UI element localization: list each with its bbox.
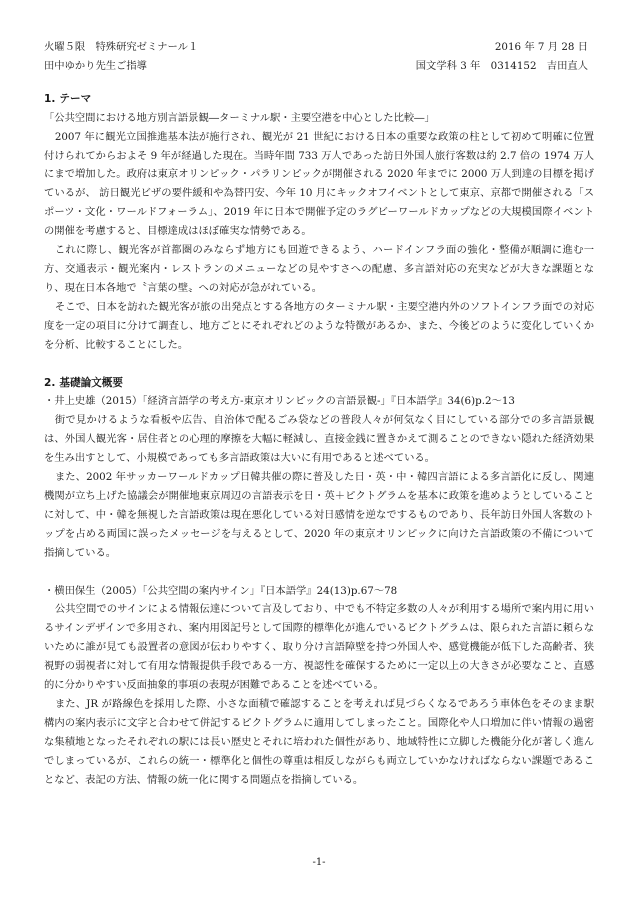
date: 2016 年 7 月 28 日 bbox=[494, 41, 588, 53]
section-1-paragraph-1: 2007 年に観光立国推進基本法が施行され、観光が 21 世紀における日本の重要な政策の柱として初めて明確に位置付けられてからおよそ 9 年が経過した現在。当時年間 733 万人であった訪日外国人旅行客数は約 2.7 倍の 1974 万人にまで増加した。政府は東京オリンピック・パラリンピックが開催される 2020 年までに 2000 万人到達の目標を掲げているが、 訪日観光ビザの要件緩和や為替円安、今年 10 月にキックオフイベントとして東京、京都で開催される「スポーツ・文化・ワールドフォーラム」、2019 年に日本で開催予定のラグビーワールドカップなどの大規模国際イベントの開催を考慮すると、目標達成はほぼ確実な情勢である。 bbox=[44, 130, 594, 238]
section-2-title: 基礎論文概要 bbox=[59, 376, 123, 389]
header-line-1 bbox=[44, 38, 594, 57]
course-info: 火曜５限 特殊研究ゼミナール１ bbox=[44, 41, 199, 53]
theme-title: 「公共空間における地方別言語景観―ターミナル駅・主要空港を中心とした比較―」 bbox=[44, 111, 435, 124]
section-1-paragraph-2: これに際し、観光客が首都圏のみならず地方にも回遊できるよう、ハードインフラ面の強化・整備が順調に進む一方、交通表示・観光案内・レストランのメニューなどの見やすさへの配慮、多言語対応の充実などが大きな課題となり、現在日本各地で〝言葉の壁〟への対応が急がれている。 bbox=[44, 244, 594, 294]
section-1-number: 1. bbox=[44, 92, 56, 105]
page-number: -1- bbox=[312, 857, 326, 868]
reference-1-paragraph-1: 街で見かけるような看板や広告、自治体で配るごみ袋などの普段人々が何気なく目にしている部分での多言語景観は、外国人観光客・居住者との心理的摩擦を大幅に軽減し、直接金銭に置きかえて測ることのできない隠れた経済効果を生み出すとして、小規模であっても多言語政策は大いに有用であると述べている。 bbox=[44, 414, 594, 465]
reference-2-paragraph-2: また、JR が路線色を採用した際、小さな面積で確認することを考えれば見づらくなるであろう車体色をそのまま駅構内の案内表示に文字と合わせて併記するピクトグラムに適用してしまったこと。国際化や人口増加に伴い情報の過密な集積地となったそれぞれの駅には長い歴史とそれに培われた個性があり、地域特性に立脚した機能分化が著しく進んでしまっているが、これらの統一・標準化と個性の尊重は相反しながらも両立していかなければならない課題であることなど、表記の方法、情報の統一化に関する問題点を指摘している。 bbox=[44, 698, 594, 786]
instructor: 田中ゆかり先生ご指導 bbox=[44, 59, 147, 72]
section-1-heading bbox=[44, 90, 594, 109]
header-line-2 bbox=[44, 57, 594, 76]
section-2-number: 2. bbox=[44, 376, 56, 389]
reference-1-paragraph-2: また、2002 年サッカーワールドカップ日韓共催の際に普及した日・英・中・韓四言語による多言語化に反し、関連機関が立ち上げた協議会が開催地東京周辺の言語表示を日・英＋ピクトグラムを基本に政策を進めようとしていることに対して、中・韓を無視した言語政策は現在悪化している対日感情を逆なでするものであり、長年訪日外国人客数のトップを占める両国に誤ったメッセージを与えるとして、2020 年の東京オリンピックに向けた言語政策の不備について指摘している。 bbox=[44, 471, 594, 559]
reference-2-paragraph-1: 公共空間でのサインによる情報伝達について言及しており、中でも不特定多数の人々が利用する場所で案内用に用いるサインデザインで多用され、案内用図記号として国際的標準化が進んでいるピクトグラムは、限られた言語に頼らないために誰が見ても設置者の意図が伝わりやすく、取り分け言語障壁を持つ外国人や、感覚機能が低下した高齢者、狭視野の弱視者に対して有用な情報提供手段である一方、視認性を確保するために一定以上の大きさが必要なこと、直感的に分かりやすい反面抽象的事項の表現が困難であることを述べている。 bbox=[44, 603, 594, 692]
reference-2-citation: ・横田保生（2005）「公共空間の案内サイン」『日本語学』24(13)p.67～78 bbox=[44, 584, 398, 597]
section-1-paragraph-3: そこで、日本を訪れた観光客が旅の出発点とする各地方のターミナル駅・主要空港内外のソフトインフラ面での対応度を一定の項目に分けて調査し、地方ごとにそれぞれどのような特徴があるか、また、今後どのように変化していくかを分析、比較することにした。 bbox=[44, 300, 594, 351]
reference-1-citation: ・井上史雄（2015）「経済言語学の考え方-東京オリンピックの言語景観-」『日本語学』34(6)p.2～13 bbox=[44, 395, 515, 408]
student-info: 国文学科 3 年 0314152 吉田直人 bbox=[415, 59, 588, 72]
section-1-title: テーマ bbox=[59, 92, 92, 105]
section-2-heading bbox=[44, 374, 594, 393]
